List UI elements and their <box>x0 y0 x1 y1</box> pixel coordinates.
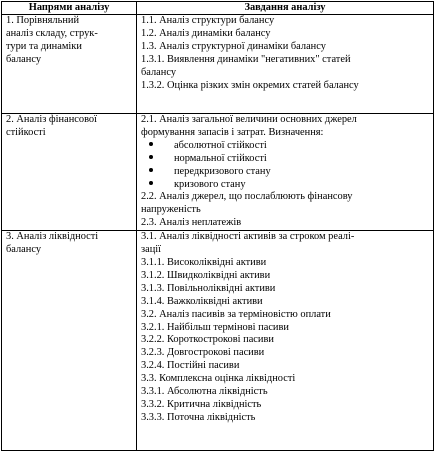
task-line: 1.3.1. Виявлення динаміки "негативних" статей <box>141 53 351 65</box>
direction-cell <box>2 15 137 114</box>
header-directions: Напрями аналізу <box>2 2 137 15</box>
task-line: 1.2. Аналіз динаміки балансу <box>141 27 271 39</box>
table-header-row <box>2 2 434 15</box>
bullet-text: передкризового стану <box>174 165 271 177</box>
task-line: 3.1. Аналіз ліквідності активів за строком реалі- <box>141 231 355 243</box>
task-line: 3.3. Комплексна оцінка ліквідності <box>141 373 296 385</box>
table-row <box>2 231 434 451</box>
task-line: 3.1.4. Важколіквідні активи <box>141 295 263 307</box>
task-line: 1.3.2. Оцінка різких змін окремих статей балансу <box>141 79 359 91</box>
direction-line: тури та динаміки <box>6 40 82 52</box>
task-line: 2.3. Аналіз неплатежів <box>141 217 242 229</box>
bullet-item <box>141 166 433 179</box>
direction-line: стійкості <box>6 126 46 138</box>
task-line: 3.1.1. Високоліквідні активи <box>141 256 267 268</box>
bullet-dot-icon <box>149 168 153 172</box>
bullet-item <box>141 140 433 153</box>
tasks-cell <box>137 231 434 451</box>
bullet-text: абсолютної стійкості <box>174 139 267 151</box>
table-body <box>2 15 434 451</box>
direction-line: балансу <box>6 53 42 65</box>
bullet-item <box>141 179 433 192</box>
task-line: 1.1. Аналіз структури балансу <box>141 15 275 26</box>
direction-line: 2. Аналіз фінансової <box>6 114 98 125</box>
analysis-document <box>1 1 434 451</box>
analysis-table <box>1 1 434 451</box>
task-line: 3.2.4. Постійні пасиви <box>141 360 240 372</box>
bullet-dot-icon <box>149 142 153 146</box>
task-line: 3.1.3. Повільноліквідні активи <box>141 282 276 294</box>
task-line: 2.1. Аналіз загальної величини основних джерел <box>141 114 357 125</box>
bullet-item <box>141 153 433 166</box>
task-line: балансу <box>141 66 177 78</box>
direction-line: балансу <box>6 244 42 256</box>
direction-line: 1. Порівняльний <box>6 15 80 26</box>
direction-line: аналіз складу, струк- <box>6 27 98 39</box>
tasks-cell <box>137 114 434 231</box>
bullet-dot-icon <box>149 181 153 185</box>
task-line: 3.2.2. Короткострокові пасиви <box>141 334 274 346</box>
task-line: напруженість <box>141 204 201 216</box>
direction-line: 3. Аналіз ліквідності <box>6 231 99 243</box>
header-tasks: Завдання аналізу <box>137 2 434 15</box>
task-line: 3.2. Аналіз пасивів за терміновістю оплати <box>141 308 331 320</box>
task-line: формування запасів і затрат. Визначення: <box>141 126 324 138</box>
direction-cell <box>2 114 137 231</box>
task-line: 3.2.3. Довгострокові пасиви <box>141 347 265 359</box>
task-line: 1.3. Аналіз структурної динаміки балансу <box>141 40 326 52</box>
tasks-cell <box>137 15 434 114</box>
task-line: 2.2. Аналіз джерел, що послаблюють фінансову <box>141 191 353 203</box>
task-line: 3.1.2. Швидколіквідні активи <box>141 269 271 281</box>
direction-cell <box>2 231 137 451</box>
task-line: 3.3.1. Абсолютна ліквідність <box>141 386 268 398</box>
task-line: 3.3.2. Критична ліквідність <box>141 398 262 410</box>
task-line: 3.2.1. Найбільш термінові пасиви <box>141 321 289 333</box>
task-line: зації <box>141 244 162 256</box>
bullet-text: кризового стану <box>174 178 246 190</box>
bullet-text: нормальної стійкості <box>174 152 267 164</box>
task-line: 3.3.3. Поточна ліквідність <box>141 411 256 423</box>
bullet-dot-icon <box>149 155 153 159</box>
table-row <box>2 114 434 231</box>
table-row <box>2 15 434 114</box>
